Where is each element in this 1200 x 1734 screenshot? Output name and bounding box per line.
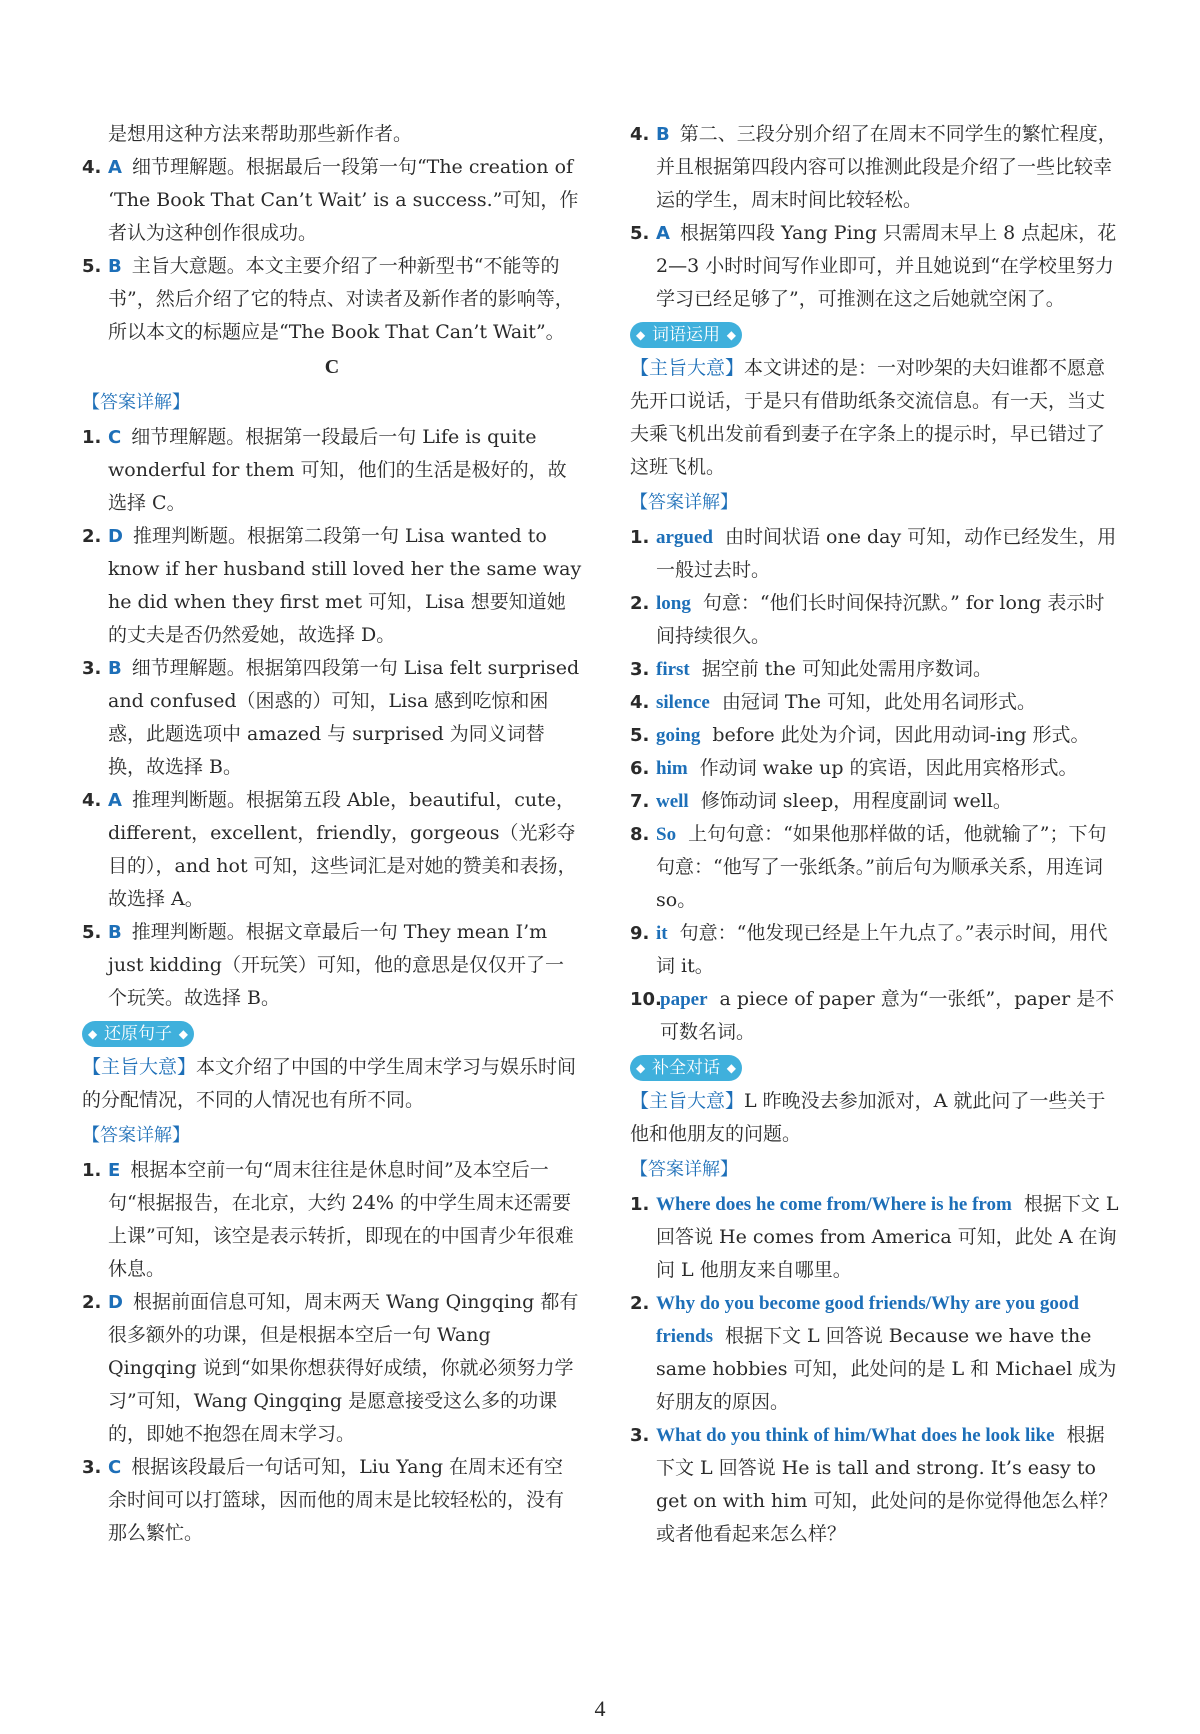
explanation-text: 句意：“他发现已经是上午九点了。”表示时间，用代词 it。 [656, 922, 1108, 977]
item-number: 3. [630, 1425, 650, 1446]
answer-letter: A [656, 223, 670, 244]
restore-item-3 [82, 1451, 582, 1550]
main-idea-text: L 昨晚没去参加派对，A 就此问了一些关于他和他朋友的问题。 [630, 1090, 1106, 1145]
item-number: 10. [630, 989, 662, 1010]
item-number: 6. [630, 758, 650, 779]
answer-word: So [656, 824, 677, 845]
answer-word: it [656, 923, 668, 944]
item-number: 2. [630, 593, 650, 614]
answer-detail-tag: 【答案详解】 [630, 492, 738, 513]
answer-letter: D [108, 526, 123, 547]
main-idea-text: 本文介绍了中国的中学生周末学习与娱乐时间的分配情况，不同的人情况也有所不同。 [82, 1056, 577, 1111]
explanation-text: 根据下文 L 回答说 He is tall and strong. It’s easy to get on with him 可知，此处问的是你觉得他怎么样？或者他看起来怎么样？ [656, 1424, 1118, 1545]
vocab-item-2 [630, 587, 1120, 653]
answer-word: first [656, 659, 690, 680]
section-title: 词语运用 [652, 325, 720, 345]
passage-c-heading: C [324, 356, 340, 378]
section-restore-sentences [82, 1021, 194, 1047]
restore-item-1 [82, 1154, 582, 1286]
answer-word: well [656, 791, 689, 812]
item-number: 4. [630, 692, 650, 713]
diamond-icon: ◆ [636, 1061, 646, 1075]
main-idea-tag: 【主旨大意】 [630, 357, 745, 379]
explanation-text: a piece of paper 意为“一张纸”，paper 是不可数名词。 [660, 988, 1115, 1043]
vocab-item-8 [630, 818, 1120, 917]
diamond-icon: ◆ [636, 328, 646, 342]
explanation-text: 据空前 the 可知此处需用序数词。 [701, 658, 992, 680]
section-complete-dialogue [630, 1055, 742, 1081]
diamond-icon: ◆ [178, 1027, 188, 1041]
restore-item-5 [630, 217, 1120, 316]
answer-word: silence [656, 692, 710, 713]
explanation-text: before 此处为介词，因此用动词-ing 形式。 [712, 724, 1090, 746]
main-idea-tag: 【主旨大意】 [82, 1056, 197, 1078]
section-title: 补全对话 [652, 1058, 720, 1078]
explanation-text: 句意：“他们长时间保持沉默。” for long 表示时间持续很久。 [656, 592, 1105, 647]
answer-sentence: Why do you become good friends/Why are you good friends [656, 1293, 1079, 1347]
dialog-item-3 [630, 1419, 1120, 1551]
vocab-item-3 [630, 653, 1120, 686]
explanation-text: 根据下文 L 回答说 Because we have the same hobbies 可知，此处问的是 L 和 Michael 成为好朋友的原因。 [656, 1325, 1117, 1413]
c-item-2 [82, 520, 582, 652]
left-column [82, 118, 582, 1550]
item-number: 1. [82, 1160, 102, 1181]
c-item-1 [82, 421, 582, 520]
answer-sentence: Where does he come from/Where is he from [656, 1194, 1012, 1215]
answer-letter: B [108, 256, 122, 277]
explanation-text: 细节理解题。根据第四段第一句 Lisa felt surprised and confused（困惑的）可知，Lisa 感到吃惊和困惑，此题选项中 amazed 与 surprised 为同义词替换，故选择 B。 [108, 657, 580, 778]
main-idea [630, 352, 1120, 484]
restore-item-4 [630, 118, 1120, 217]
b-item-5 [82, 250, 582, 349]
answer-letter: D [108, 1292, 123, 1313]
item-number: 2. [82, 1292, 102, 1313]
explanation-text: 第二、三段分别介绍了在周末不同学生的繁忙程度，并且根据第四段内容可以推测此段是介绍了一些比较幸运的学生，周末时间比较轻松。 [656, 123, 1117, 211]
item-number: 1. [630, 1194, 650, 1215]
explanation-text: 主旨大意题。本文主要介绍了一种新型书“不能等的书”，然后介绍了它的特点、对读者及新作者的影响等，所以本文的标题应是“The Book That Can’t Wait”。 [108, 255, 574, 343]
item-number: 1. [630, 527, 650, 548]
explanation-text: 推理判断题。根据第二段第一句 Lisa wanted to know if her husband still loved her the same way he did when they first met 可知，Lisa 想要知道她的丈夫是否仍然爱她，故选择 D。 [108, 525, 582, 646]
item-number: 9. [630, 923, 650, 944]
answer-letter: A [108, 790, 122, 811]
answer-detail-tag: 【答案详解】 [630, 1159, 738, 1180]
explanation-text: 根据下文 L 回答说 He comes from America 可知，此处 A 在询问 L 他朋友来自哪里。 [656, 1193, 1119, 1281]
explanation-text: 推理判断题。根据第五段 Able，beautiful，cute，different，excellent，friendly，gorgeous（光彩夺目的），and hot 可知，这些词汇是对她的赞美和表扬，故选择 A。 [108, 789, 577, 910]
answer-letter: B [108, 658, 122, 679]
restore-item-2 [82, 1286, 582, 1451]
item-number: 2. [630, 1293, 650, 1314]
diamond-icon: ◆ [88, 1027, 98, 1041]
diamond-icon: ◆ [726, 1061, 736, 1075]
item-number: 8. [630, 824, 650, 845]
right-column [630, 118, 1120, 1551]
main-idea [82, 1051, 582, 1117]
answer-detail-tag: 【答案详解】 [82, 1125, 190, 1146]
answer-word: long [656, 593, 691, 614]
answer-letter: B [108, 922, 122, 943]
item-number: 3. [82, 1457, 102, 1478]
item-number: 5. [630, 223, 650, 244]
explanation-text: 细节理解题。根据最后一段第一句“The creation of ‘The Book That Can’t Wait’ is a success.”可知，作者认为这种创作很成功。 [108, 156, 579, 244]
intro-line: 是想用这种方法来帮助那些新作者。 [108, 123, 413, 145]
answer-sentence: What do you think of him/What does he look like [656, 1425, 1055, 1446]
item-number: 1. [82, 427, 102, 448]
vocab-item-6 [630, 752, 1120, 785]
dialog-item-2 [630, 1287, 1120, 1419]
explanation-text: 由冠词 The 可知，此处用名词形式。 [721, 691, 1037, 713]
c-item-3 [82, 652, 582, 784]
item-number: 2. [82, 526, 102, 547]
item-number: 4. [82, 157, 102, 178]
main-idea-tag: 【主旨大意】 [630, 1090, 745, 1112]
item-number: 3. [82, 658, 102, 679]
vocab-item-4 [630, 686, 1120, 719]
item-number: 7. [630, 791, 650, 812]
explanation-text: 上句句意：“如果他那样做的话，他就输了”；下句句意：“他写了一张纸条。”前后句为顺承关系，用连词 so。 [656, 823, 1107, 911]
answer-word: him [656, 758, 688, 779]
explanation-text: 修饰动词 sleep，用程度副词 well。 [700, 790, 1012, 812]
explanation-text: 根据该段最后一句话可知，Liu Yang 在周末还有空余时间可以打篮球，因而他的周末是比较轻松的，没有那么繁忙。 [108, 1456, 565, 1544]
explanation-text: 根据本空前一句“周末往往是休息时间”及本空后一句“根据报告，在北京，大约 24% 的中学生周末还需要上课”可知，该空是表示转折，即现在的中国青少年很难休息。 [108, 1159, 574, 1280]
explanation-text: 细节理解题。根据第一段最后一句 Life is quite wonderful for them 可知，他们的生活是极好的，故选择 C。 [108, 426, 567, 514]
item-number: 4. [630, 124, 650, 145]
main-idea-text: 本文讲述的是：一对吵架的夫妇谁都不愿意先开口说话，于是只有借助纸条交流信息。有一天，当丈夫乘飞机出发前看到妻子在字条上的提示时，早已错过了这班飞机。 [630, 357, 1106, 478]
answer-letter: E [108, 1160, 121, 1181]
c-item-4 [82, 784, 582, 916]
c-item-5 [82, 916, 582, 1015]
item-number: 5. [82, 922, 102, 943]
item-number: 5. [82, 256, 102, 277]
vocab-item-9 [630, 917, 1120, 983]
answer-word: argued [656, 527, 713, 548]
section-title: 还原句子 [104, 1024, 172, 1044]
vocab-item-10 [630, 983, 1120, 1049]
page-number: 4 [594, 1696, 606, 1721]
diamond-icon: ◆ [726, 328, 736, 342]
section-word-usage [630, 322, 742, 348]
answer-letter: A [108, 157, 122, 178]
vocab-item-7 [630, 785, 1120, 818]
explanation-text: 根据第四段 Yang Ping 只需周末早上 8 点起床，花 2—3 小时时间写作业即可，并且她说到“在学校里努力学习已经足够了”，可推测在这之后她就空闲了。 [656, 222, 1117, 310]
vocab-item-5 [630, 719, 1120, 752]
explanation-text: 由时间状语 one day 可知，动作已经发生，用一般过去时。 [656, 526, 1117, 581]
dialog-item-1 [630, 1188, 1120, 1287]
vocab-item-1 [630, 521, 1120, 587]
answer-word: paper [660, 989, 708, 1010]
answer-detail-tag: 【答案详解】 [82, 392, 190, 413]
item-number: 3. [630, 659, 650, 680]
item-number: 4. [82, 790, 102, 811]
explanation-text: 作动词 wake up 的宾语，因此用宾格形式。 [699, 757, 1078, 779]
explanation-text: 根据前面信息可知，周末两天 Wang Qingqing 都有很多额外的功课，但是根据本空后一句 Wang Qingqing 说到“如果你想获得好成绩，你就必须努力学习”可知，Wang Qingqing 是愿意接受这么多的功课的，即她不抱怨在周末学习。 [108, 1291, 579, 1445]
b-item-4 [82, 151, 582, 250]
main-idea [630, 1085, 1120, 1151]
explanation-text: 推理判断题。根据文章最后一句 They mean I’m just kidding（开玩笑）可知，他的意思是仅仅开了一个玩笑。故选择 B。 [108, 921, 564, 1009]
answer-letter: B [656, 124, 670, 145]
item-number: 5. [630, 725, 650, 746]
answer-letter: C [108, 1457, 122, 1478]
answer-letter: C [108, 427, 122, 448]
answer-word: going [656, 725, 701, 746]
